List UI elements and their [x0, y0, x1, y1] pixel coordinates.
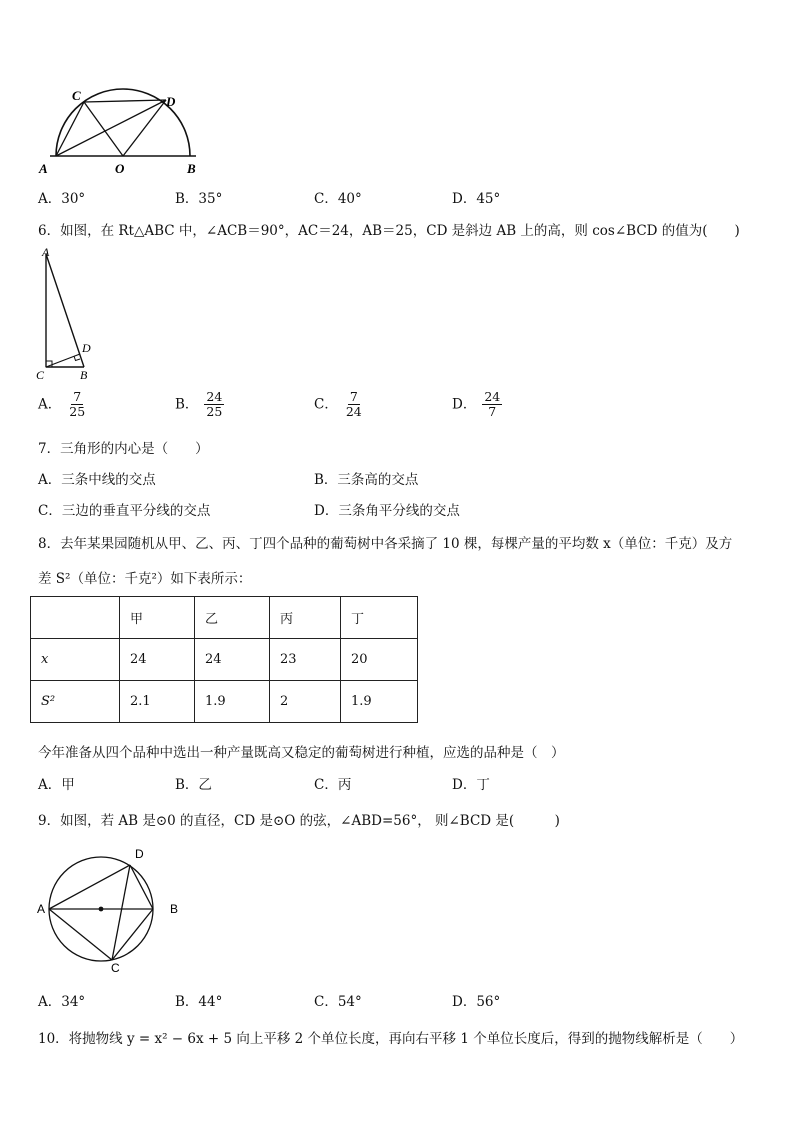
- table-row: [31, 681, 418, 723]
- denominator: 7: [488, 404, 497, 420]
- table-cell: 20: [341, 639, 418, 681]
- label-b: B: [80, 368, 88, 382]
- denominator: 25: [69, 404, 86, 420]
- label-c: C: [111, 961, 120, 975]
- chord-cd: [112, 865, 130, 960]
- q7-option-d[interactable]: D．三条角平分线的交点: [314, 503, 460, 519]
- table-header-cell: 丁: [341, 597, 418, 639]
- table-row-label: x: [31, 639, 120, 681]
- q8-option-a[interactable]: A．甲: [38, 777, 75, 793]
- q6-option-d[interactable]: [452, 390, 502, 420]
- chord-cd: [84, 100, 166, 102]
- q9-option-b[interactable]: B．44°: [175, 994, 223, 1010]
- right-angle-d: [74, 356, 80, 361]
- numerator: 7: [73, 389, 82, 404]
- q6-option-c-letter: C．: [314, 396, 338, 413]
- table-cell: 2.1: [120, 681, 195, 723]
- q6-option-c[interactable]: [314, 390, 364, 420]
- label-c: C: [72, 88, 81, 103]
- label-a: A: [42, 245, 50, 259]
- q5-option-a[interactable]: A．30°: [38, 191, 86, 207]
- q9-option-d[interactable]: D．56°: [452, 994, 501, 1010]
- q6-option-a-fraction: [67, 390, 87, 420]
- table-row-label: S²: [31, 681, 120, 723]
- table-cell: 23: [270, 639, 341, 681]
- side-ab: [46, 254, 84, 367]
- q9-option-a[interactable]: A．34°: [38, 994, 86, 1010]
- table-cell: 1.9: [341, 681, 418, 723]
- segment-co: [84, 102, 123, 156]
- chord-ad: [56, 100, 166, 156]
- label-a: A: [39, 161, 48, 176]
- chord-bd: [130, 865, 153, 909]
- q5-option-d[interactable]: D．45°: [452, 191, 501, 207]
- numerator: 24: [206, 389, 223, 404]
- q7-option-b[interactable]: B．三条高的交点: [314, 472, 419, 488]
- numerator: 24: [484, 389, 501, 404]
- q8-option-b[interactable]: B．乙: [175, 777, 212, 793]
- q7-option-a[interactable]: A．三条中线的交点: [38, 472, 156, 488]
- denominator: 24: [345, 404, 362, 420]
- figure-q9-circle: [34, 842, 190, 978]
- table-header-row: [31, 597, 418, 639]
- denominator: 25: [206, 404, 223, 420]
- chord-ac: [56, 102, 84, 156]
- table-cell: 1.9: [195, 681, 270, 723]
- table-cell: 2: [270, 681, 341, 723]
- q8-question-text-line1: 8．去年某果园随机从甲、乙、丙、丁四个品种的葡萄树中各采摘了 10 棵，每棵产量的平均数 x（单位：千克）及方: [38, 536, 733, 552]
- table-row: [31, 639, 418, 681]
- label-o: O: [115, 161, 125, 176]
- chord-ad: [49, 865, 130, 909]
- q9-question-text: 9．如图，若 AB 是⊙0 的直径，CD 是⊙O 的弦，∠ABD=56°， 则∠BCD 是( ): [38, 813, 560, 829]
- table-header-cell: 乙: [195, 597, 270, 639]
- label-d: D: [82, 341, 91, 355]
- figure-q6-right-triangle: [34, 244, 100, 384]
- segment-od: [123, 100, 166, 156]
- q5-option-b[interactable]: B．35°: [175, 191, 223, 207]
- table-header-cell: [31, 597, 120, 639]
- q8-option-c[interactable]: C．丙: [314, 777, 352, 793]
- label-a: A: [37, 902, 46, 916]
- q6-option-c-fraction: [344, 390, 364, 420]
- q6-option-b-letter: B．: [175, 396, 199, 413]
- q6-option-a[interactable]: [38, 390, 87, 420]
- q6-option-b[interactable]: [175, 390, 224, 420]
- q5-option-c[interactable]: C．40°: [314, 191, 362, 207]
- table-header-cell: 丙: [270, 597, 341, 639]
- q6-option-d-letter: D．: [452, 396, 477, 413]
- table-header-cell: 甲: [120, 597, 195, 639]
- numerator: 7: [349, 389, 358, 404]
- label-d: D: [135, 847, 144, 861]
- figure-q5-semicircle: [36, 86, 216, 178]
- chord-ac: [49, 909, 112, 960]
- label-b: B: [170, 902, 179, 916]
- q6-question-text: 6．如图，在 Rt△ABC 中，∠ACB＝90°，AC＝24，AB＝25，CD 是斜边 AB 上的高，则 cos∠BCD 的值为( ): [38, 223, 740, 239]
- label-c: C: [36, 368, 45, 382]
- q10-question-text: 10．将抛物线 y = x² − 6x + 5 向上平移 2 个单位长度，再向右平移 1 个单位长度后，得到的抛物线解析是（ ）: [38, 1031, 744, 1047]
- q6-option-d-fraction: [482, 390, 502, 420]
- q8-question-text-after: 今年准备从四个品种中选出一种产量既高又稳定的葡萄树进行种植，应选的品种是（ ）: [38, 745, 565, 761]
- label-d: D: [166, 94, 176, 109]
- center-point: [99, 907, 104, 912]
- label-b: B: [187, 161, 196, 176]
- table-cell: 24: [120, 639, 195, 681]
- q8-data-table: [30, 596, 418, 723]
- q9-option-c[interactable]: C．54°: [314, 994, 362, 1010]
- q8-option-d[interactable]: D．丁: [452, 777, 490, 793]
- table-cell: 24: [195, 639, 270, 681]
- q8-question-text-line2: 差 S²（单位：千克²）如下表所示：: [38, 571, 252, 587]
- q7-option-c[interactable]: C．三边的垂直平分线的交点: [38, 503, 211, 519]
- q6-option-a-letter: A．: [38, 396, 62, 413]
- q7-question-text: 7．三角形的内心是（ ）: [38, 441, 209, 457]
- q6-option-b-fraction: [204, 390, 224, 420]
